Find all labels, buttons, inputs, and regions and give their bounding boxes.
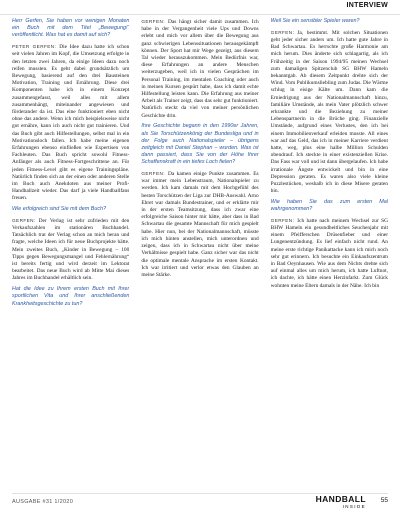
interview-answer xyxy=(271,217,388,290)
header-bar xyxy=(0,0,400,15)
magazine-logo xyxy=(316,495,366,509)
column-2 xyxy=(141,18,258,486)
column-3 xyxy=(271,18,388,486)
answer-text: Ich hatte nach meinem Wechsel zur SG BHW Hameln ein gesundheitliches Seuchenjahr mit einem Pfeifferschen Drüsenfieber und einer Lungenentzündung. Es lief einfach nicht rund. An meine erste richtige Panikattacke kann ich mich noch sehr gut erinnern. Ich besuchte ein Einkaufszentrum in Bad Oeynhausen. Wie aus dem Nichts drehte sich auf einmal alles um mich herum, ich hatte Luftnot, ich dachte, ich hätte einen Herzinfarkt. Zum Glück wohnten meine Eltern damals in der Nähe. Ich bin xyxy=(270,217,388,289)
interview-question: Weil Sie ein sensibler Spieler waren? xyxy=(270,18,360,24)
article-body xyxy=(12,18,388,486)
answer-text: Der Verlag ist sehr zufrieden mit den Verkaufszahlen im stationären Buchhandel. Tatsächlich trat der Verlag schon an mich heran und fragte, welche Ideen ich für neue Buchprojekte hätte. Mein zweites Buch, „Kinder in Bewegung – 100 Tipps gegen Bewegungsmangel und Fehlernährung“ ist bereits fertig und wird derzeit im Lektorat bearbeitet. Das neue Buch wird ab Mitte Mai dieses Jahres im Buchhandel erhältlich sein. xyxy=(12,217,130,282)
logo-main: HANDBALL xyxy=(315,494,366,504)
interview-question: Wie erfolgreich sind Sie mit dem Buch? xyxy=(12,206,107,213)
issue-label: AUSGABE #31 1/2020 xyxy=(12,499,74,505)
answer-text: Da kamen einige Punkte zusammen. Es war immer mein Lebenstraum, Nationalspieler zu werden. Ich kam damals mit dem Hochgefühl des besten Torschützen der Liga zur DHB-Auswahl. Arno Ehret war damals Bundestrainer, und er erklärte mir in der ersten Teamsitzung, dass ich zwar eine erfolgreiche Saison hinter mir hätte, aber dass in Bad Schwartau die gesamte Mannschaft für mich gespielt habe. Hier nun, bei der Nationalmannschaft, müsste ich mich hinten anstellen, mich unterordnen und zeigen, dass ich in Schwartau nicht über meine Verhältnisse gespielt habe. Ganz sicher war das nicht die optimale mentale Ansprache im ersten Kontakt. Ich war irritiert und verlor etwas den Glauben an meine Stärke. xyxy=(141,171,259,278)
interview-answer xyxy=(12,43,129,202)
speaker-label: PETER GERFEN: xyxy=(12,44,57,50)
column-1 xyxy=(12,18,129,486)
interview-question: Herr Gerfen, Sie haben vor wenigen Monaten ein Buch mit dem Titel „Bewegung!“ veröffentlicht. Was hat es damit auf sich? xyxy=(12,18,130,39)
answer-text: Das hängt sicher damit zusammen. Ich habe in der Vergangenheit viele Ups und Downs erlebt und mich vor allem über die Bewegung aus ganz schwierigen Lebenssituationen herausgekämpft können. Der Sport hat mir Wege gezeigt, aus diesem Tal wieder herauszukommen. Mein Bedürfnis war, diese Erfahrungen an andere Menschen weiterzugeben, weil ich in vielen Gesprächen im Personal Training, im mentalen Coaching oder auch in meinen Kursen gespürt habe, dass ich damit echte Hilfestellung leisten kann. Die Erfahrung aus meiner Arbeit als Trainer zeigt, dass das sehr gut funktioniert. Natürlich steckt da viel von meiner persönlichen Geschichte drin. xyxy=(141,19,259,119)
answer-text: Ja, bestimmt. Mit solchen Situationen geht jeder sicher anders um. Ich hatte gute Jahre in Bad Schwartau. Es herrschte große Harmonie am mich herum. Dies änderte sich schlagartig, als ich Frühzeitig in der Saison 1994/95 meinen Wechsel zum damaligen Spitzenclub SG BHW Hameln bekanntgab. Ab diesem Zeitpunkt drehte sich der Wind. Vom Publikumsliebling zum Judas. Die Wärme schlug in eisige Kälte um. Dann kam die Erniedrigung aus der Nationalmannschaft hinzu, familiäre Umstände, als mein Vater plötzlich schwer erkrankte und die Beziehung zu meiner Lebenspartnerin in die Brüche ging. Finanzielle Umstände, aufgrund eines Verlustes, den ich bei einem Immobilienverkauf erleiden musste. All eines war auf das Geld, das ich in meiner Karriere verdient hatte, weg, plus eine halbe Million Schulden obendrauf. Ich steckte in einer existenziellen Krise. Das Fass war voll und ist dann übergelaufen. Ich habe irrationale Ängste entwickelt und bin in eine Depression geraten. Es waren also viele kleine Puzzlestücken, weshalb ich in diese Misere geraten bin. xyxy=(270,29,388,195)
page-number: 55 xyxy=(380,497,388,504)
interview-answer xyxy=(141,18,258,120)
answer-text: Die Idee dazu hatte ich schon seit vielen Jahren im Kopf, die Umsetzung erfolgte in den letzten zwei Jahren, da einige Ideen dazu noch reifen mussten. Es geht dabei grundsätzlich um Bewegung, basierend auf den drei Bausteinen Motivation, Training und Ernährung. Diese drei Komponenten habe ich in einem Konzept zusammengefasst, weil alles mit allem zusammenhängt, miteinander angewiesen und förderander da ist. Das eine funktioniert eben nicht ohne das andere. Wenn ich mich beispielsweise nicht gut ernähre, kann ich auch nicht gut trainieren. Und das Buch gibt auch Hilfestellungen, selbst mal in ein Motivationsloch fallen. Ich habe meine eigenen Erfahrungen ebenso einfließen wie Expertisen von Fachleuten. Das Buch spricht sowohl Fitness-Anfänger als auch Fitness-Fortgeschrittene an. Für jeden Fitness-Level gibt es eigene Trainingspläne. Natürlich finden sich an der einen oder anderen Stelle im Buch auch Anekdoten aus meiner Profi-Handballzeit wieder. Das darf ja viele Handballfans freuen. xyxy=(12,44,130,202)
interview-question: Hat die Idee zu Ihrem ersten Buch mit Ihrer sportlichen Vita und Ihrer anschließenden Krankheitsgeschichte zu tun? xyxy=(12,286,130,307)
speaker-label: GERFEN: xyxy=(12,217,36,223)
speaker-label: GERFEN: xyxy=(270,29,295,35)
logo-sub: INSIDE xyxy=(342,504,366,509)
speaker-label: GERFEN: xyxy=(141,171,165,177)
interview-question: Ihre Geschichte begann in den 1990er Jahren, als Sie Torschützenkönig der Bundesliga und in der Folge auch Nationalspieler – übrigens zeitgleich mit Daniel Stephan – wurden. Was ist dann passiert, dass Sie von der Höhe Ihrer Schaffenskraft in ein tiefes Loch fielen? xyxy=(141,123,259,166)
interview-answer xyxy=(271,29,388,196)
page-footer xyxy=(12,493,388,508)
speaker-label: GERFEN: xyxy=(270,217,295,223)
interview-answer xyxy=(12,217,129,283)
section-label: INTERVIEW xyxy=(346,2,388,9)
interview-question: Wie haben Sie das zum ersten Mal wahrgenommen? xyxy=(270,198,388,213)
interview-answer xyxy=(141,170,258,279)
speaker-label: GERFEN: xyxy=(141,19,165,24)
